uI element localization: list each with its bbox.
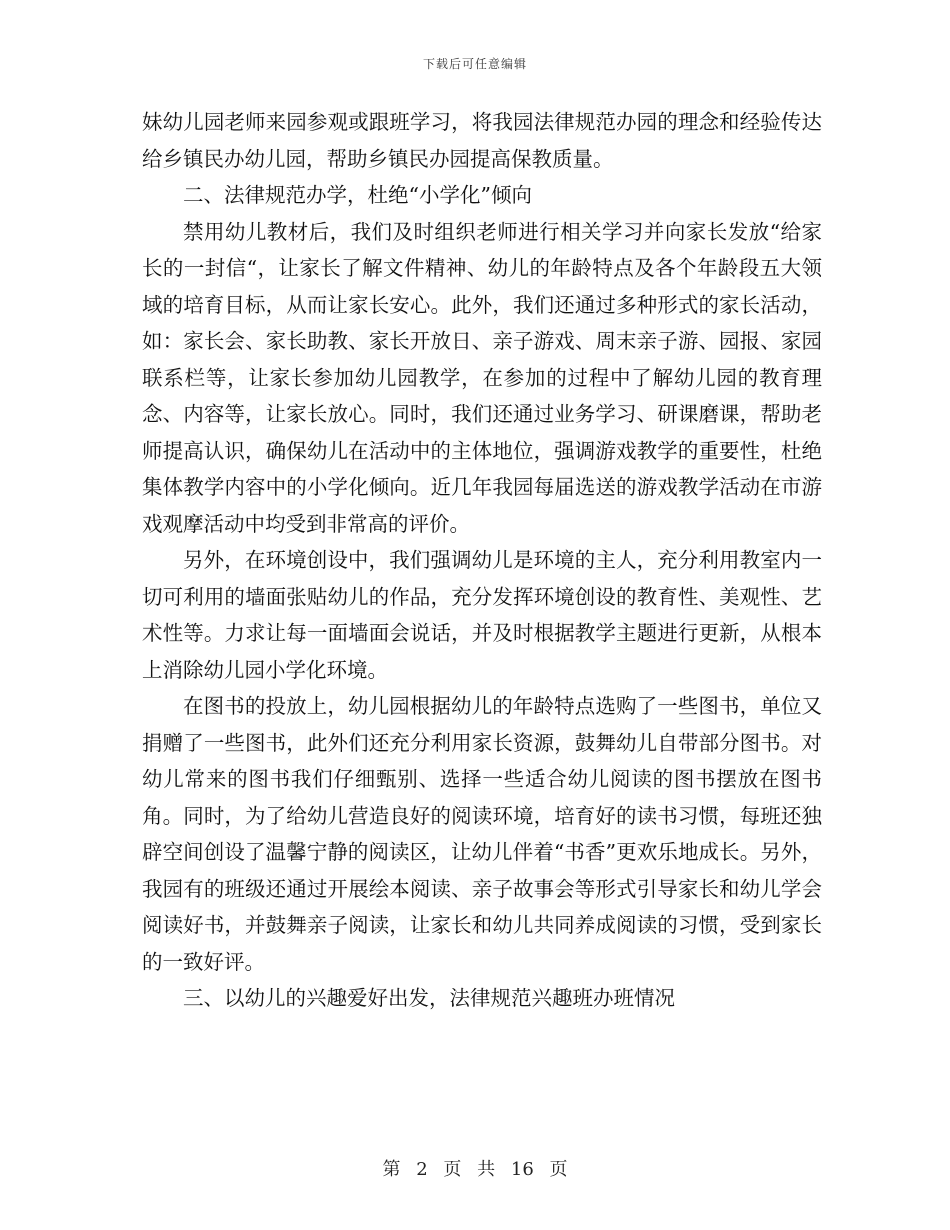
section-heading-2: 二、法律规范办学，杜绝“小学化”倾向: [183, 183, 532, 207]
footer-total-pages: 16: [510, 1159, 534, 1180]
footer-suffix: 页: [549, 1159, 568, 1180]
paragraph-continuation: 妹幼儿园老师来园参观或跟班学习，将我园法律规范办园的理念和经验传达给乡镇民办幼儿园，帮助乡镇民办园提高保教质量。: [142, 110, 822, 171]
paragraph-books: 在图书的投放上，幼儿园根据幼儿的年龄特点选购了一些图书，单位又捐赠了一些图书，此外们还充分利用家长资源，鼓舞幼儿自带部分图书。对幼儿常来的图书我们仔细甄别、选择一些适合幼儿阅读的图书摆放在图书角。同时，为了给幼儿营造良好的阅读环境，培育好的读书习惯，每班还独辟空间创设了温馨宁静的阅读区，让幼儿伴着“书香”更欢乐地成长。另外，我园有的班级还通过开展绘本阅读、亲子故事会等形式引导家长和幼儿学会阅读好书，并鼓舞亲子阅读，让家长和幼儿共同养成阅读的习惯，受到家长的一致好评。: [142, 694, 822, 974]
paragraph-parents: 禁用幼儿教材后，我们及时组织老师进行相关学习并向家长发放“给家长的一封信“，让家长了解文件精神、幼儿的年龄特点及各个年龄段五大领域的培育目标，从而让家长安心。此外，我们还通过多种形式的家长活动，如：家长会、家长助教、家长开放日、亲子游戏、周末亲子游、园报、家园联系栏等，让家长参加幼儿园教学，在参加的过程中了解幼儿园的教育理念、内容等，让家长放心。同时，我们还通过业务学习、研课磨课，帮助老师提高认识，确保幼儿在活动中的主体地位，强调游戏教学的重要性，杜绝集体教学内容中的小学化倾向。近几年我园每届选送的游戏教学活动在市游戏观摩活动中均受到非常高的评价。: [142, 219, 822, 536]
body-text: [142, 104, 822, 1017]
footer-prefix: 第: [382, 1159, 401, 1180]
footer-page-word: 页: [443, 1159, 462, 1180]
section-heading-3: 三、以幼儿的兴趣爱好出发，法律规范兴趣班办班情况: [183, 986, 675, 1010]
header-note: 下载后可任意编辑: [422, 57, 527, 71]
footer-total-word: 共: [477, 1159, 496, 1180]
page-footer: [0, 1155, 950, 1181]
footer-current-page: 2: [416, 1159, 428, 1180]
paragraph-environment: 另外，在环境创设中，我们强调幼儿是环境的主人，充分利用教室内一切可利用的墙面张贴幼儿的作品，充分发挥环境创设的教育性、美观性、艺术性等。力求让每一面墙面会说话，并及时根据教学主题进行更新，从根本上消除幼儿园小学化环境。: [142, 548, 822, 682]
